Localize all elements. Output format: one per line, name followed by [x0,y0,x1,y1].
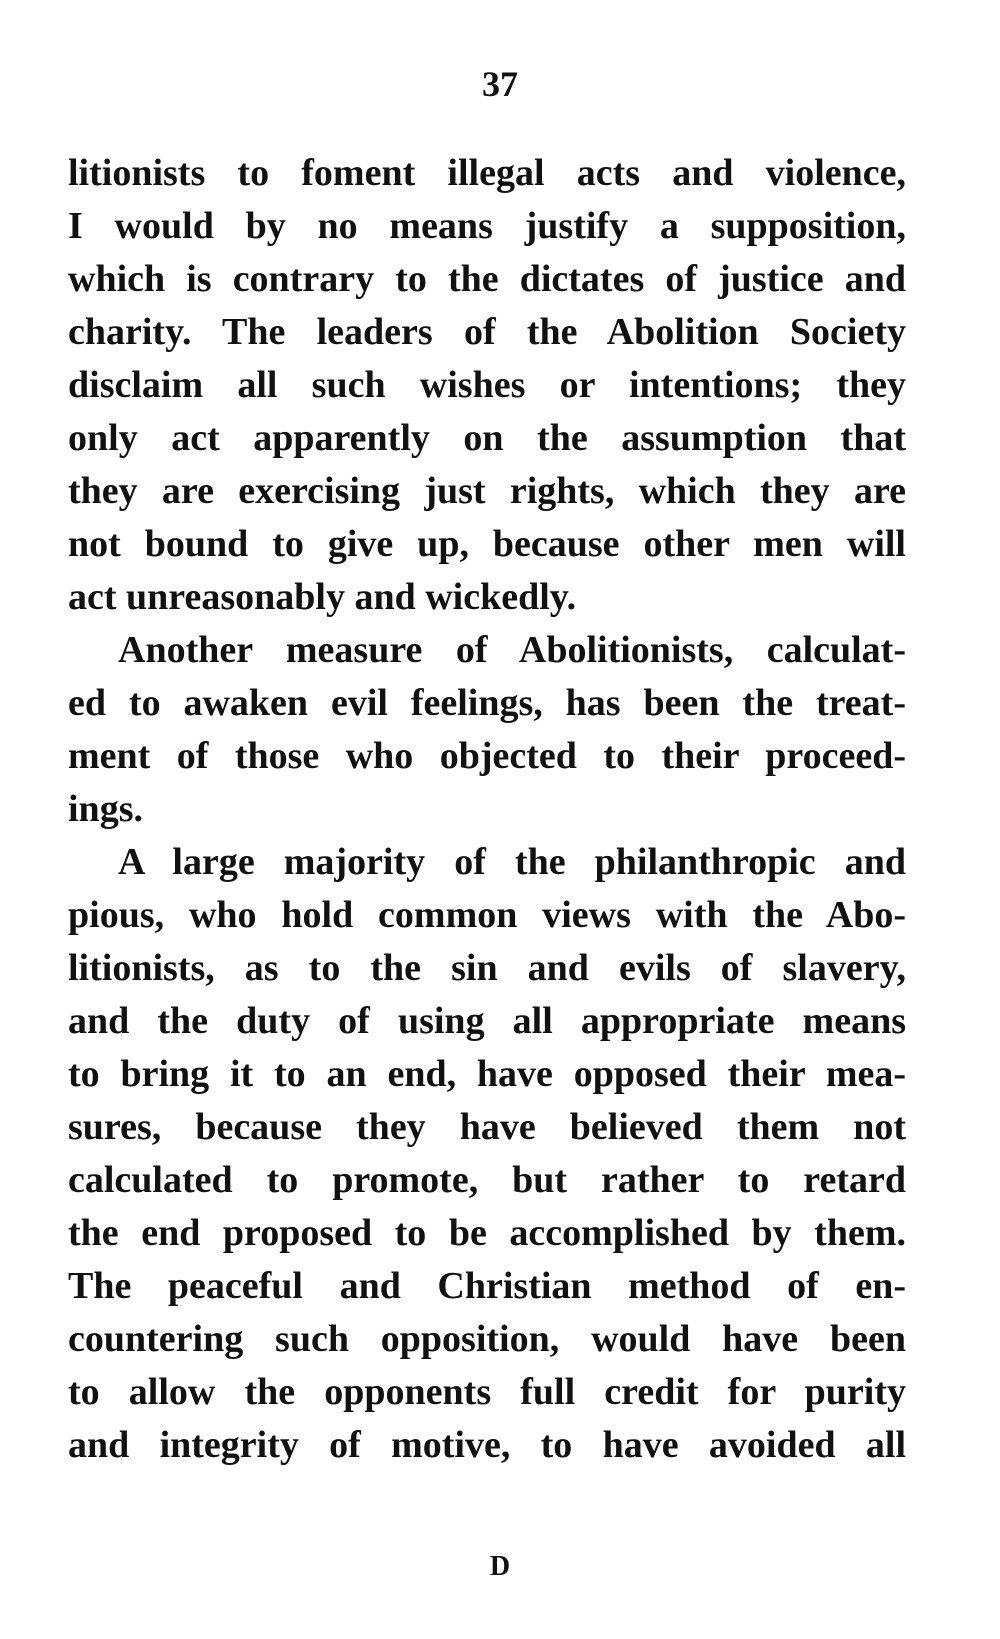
text-line: the end proposed to be accomplished by them. [68,1212,906,1254]
text-line: and integrity of motive, to have avoided all [68,1424,906,1466]
text-line: to bring it to an end, have opposed their mea- [68,1053,906,1095]
text-line: which is contrary to the dictates of justice and [68,258,906,300]
text-line: to allow the opponents full credit for purity [68,1371,906,1413]
text-line: and the duty of using all appropriate means [68,1000,906,1042]
text-line: The peaceful and Christian method of en- [68,1265,906,1307]
text-line: they are exercising just rights, which they are [68,470,906,512]
text-line: I would by no means justify a supposition, [68,205,906,247]
text-line: A large majority of the philanthropic and [118,841,906,883]
signature-mark: D [489,1551,511,1582]
text-line: ment of those who objected to their proceed- [68,735,906,777]
text-line: sures, because they have believed them not [68,1106,906,1148]
text-line: disclaim all such wishes or intentions; they [68,364,906,406]
text-line: pious, who hold common views with the Abo- [68,894,906,936]
text-line: ed to awaken evil feelings, has been the treat- [68,682,906,724]
text-line: only act apparently on the assumption that [68,417,906,459]
text-line: act unreasonably and wickedly. [68,576,577,618]
text-line: countering such opposition, would have been [68,1318,906,1360]
text-line: charity. The leaders of the Abolition Society [68,311,906,353]
text-line: litionists, as to the sin and evils of slavery, [68,947,906,989]
text-line: Another measure of Abolitionists, calculat- [118,629,906,671]
page-number: 37 [482,64,518,104]
text-line: ings. [68,788,143,830]
text-line: not bound to give up, because other men will [68,523,906,565]
text-line: calculated to promote, but rather to retard [68,1159,906,1201]
text-line: litionists to foment illegal acts and violence, [68,152,906,194]
